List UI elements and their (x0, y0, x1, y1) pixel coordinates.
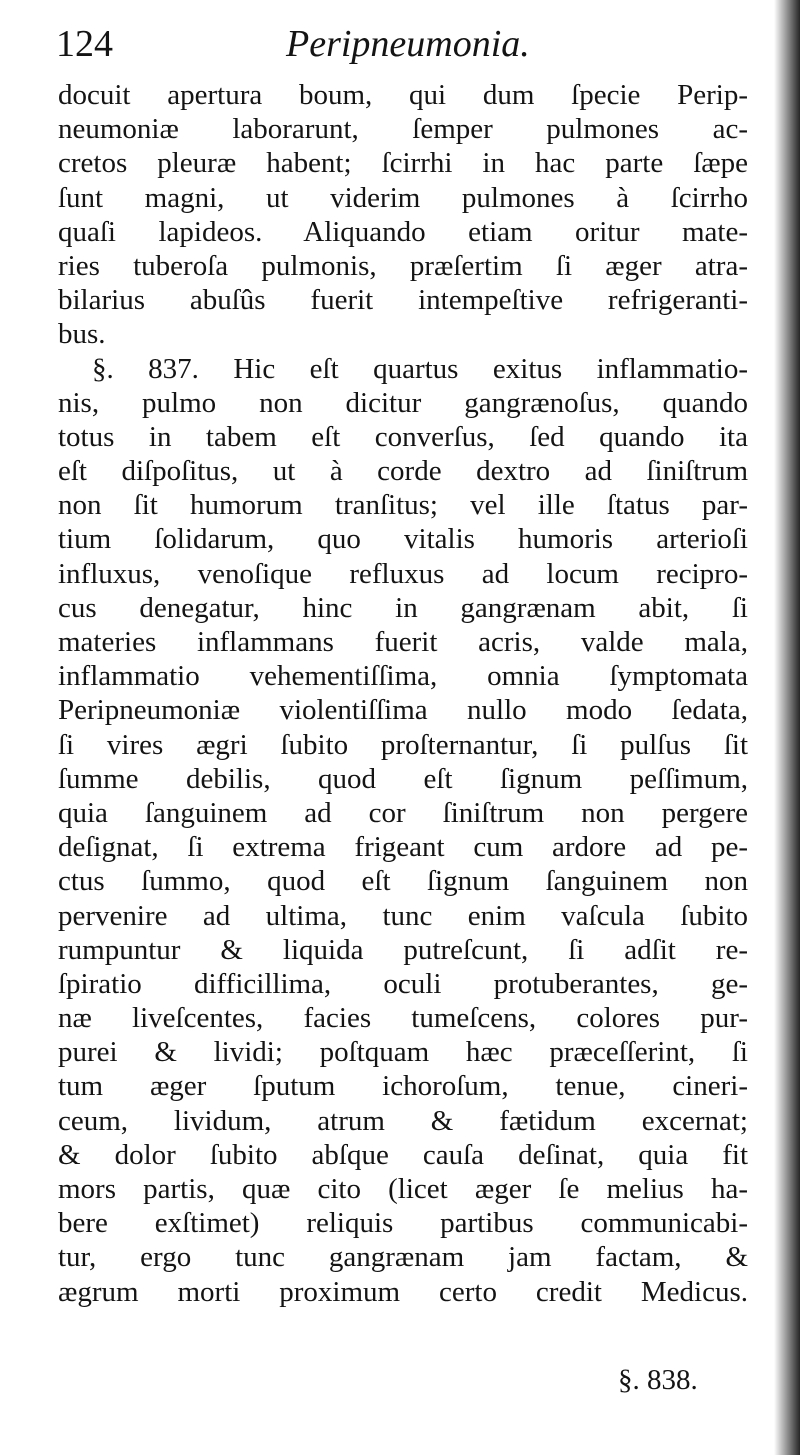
text-line: neumoniæ laborarunt, ſemper pulmones ac- (58, 113, 748, 146)
page-number: 124 (56, 23, 113, 65)
text-line: nis, pulmo non dicitur gangrænoſus, quando (58, 386, 748, 419)
text-line: eſt diſpoſitus, ut à corde dextro ad ſiniſtrum (58, 455, 748, 488)
text-line: inflammatio vehementiſſima, omnia ſymptomata (58, 660, 748, 693)
section-heading-line: §. 837. Hic eſt quartus exitus inflammatio- (92, 352, 748, 385)
text-line: ctus ſummo, quod eſt ſignum ſanguinem non (58, 865, 748, 898)
text-line: bilarius abuſûs fuerit intempeſtive refrigeranti- (58, 284, 748, 317)
text-line: ægrum morti proximum certo credit Medicus. (58, 1275, 748, 1308)
text-line: bere exſtimet) reliquis partibus communicabi- (58, 1207, 748, 1240)
running-title: Peripneumonia. (286, 23, 530, 65)
text-line: tum æger ſputum ichoroſum, tenue, cineri- (58, 1070, 748, 1103)
text-line: Peripneumoniæ violentiſſima nullo modo ſedata, (58, 694, 748, 727)
text-line: ſpiratio difficillima, oculi protuberantes, ge- (58, 967, 748, 1000)
text-line: quia ſanguinem ad cor ſiniſtrum non pergere (58, 796, 748, 829)
text-line: tium ſolidarum, quo vitalis humoris arterioſi (58, 523, 748, 556)
text-line: ceum, lividum, atrum & fætidum excernat; (58, 1104, 748, 1137)
text-line: bus. (58, 318, 106, 351)
text-line: rumpuntur & liquida putreſcunt, ſi adſit re- (58, 933, 748, 966)
text-line: ſumme debilis, quod eſt ſignum peſſimum, (58, 762, 748, 795)
text-line: influxus, venoſique refluxus ad locum recipro- (58, 557, 748, 590)
catchword: §. 838. (618, 1364, 698, 1396)
text-line: ries tuberoſa pulmonis, præſertim ſi æger atra- (58, 249, 748, 282)
text-line: materies inflammans fuerit acris, valde mala, (58, 626, 748, 658)
text-line: quaſi lapideos. Aliquando etiam oritur mate- (58, 215, 748, 248)
text-line: docuit apertura boum, qui dum ſpecie Perip- (58, 79, 748, 111)
text-line: deſignat, ſi extrema frigeant cum ardore ad pe- (58, 831, 748, 864)
text-line: mors partis, quæ cito (licet æger ſe melius ha- (58, 1173, 748, 1205)
text-line: pervenire ad ultima, tunc enim vaſcula ſubito (58, 899, 748, 932)
body-text (58, 78, 748, 1309)
text-line: purei & lividi; poſtquam hæc præceſſerint, ſi (58, 1036, 748, 1069)
text-line: ſunt magni, ut viderim pulmones à ſcirrho (58, 181, 748, 214)
text-line: tur, ergo tunc gangrænam jam factam, & (58, 1241, 748, 1274)
text-line: ſi vires ægri ſubito proſternantur, ſi pulſus ſit (58, 728, 748, 761)
text-line: cretos pleuræ habent; ſcirrhi in hac parte ſæpe (58, 147, 748, 180)
page-gutter-shadow (774, 0, 800, 1455)
text-line: & dolor ſubito abſque cauſa deſinat, quia fit (58, 1138, 748, 1171)
text-line: cus denegatur, hinc in gangrænam abit, ſi (58, 591, 748, 624)
text-line: non ſit humorum tranſitus; vel ille ſtatus par- (58, 489, 748, 522)
text-line: totus in tabem eſt converſus, ſed quando ita (58, 420, 748, 453)
text-line: næ liveſcentes, facies tumeſcens, colores pur- (58, 1002, 748, 1035)
page-header (56, 18, 756, 74)
